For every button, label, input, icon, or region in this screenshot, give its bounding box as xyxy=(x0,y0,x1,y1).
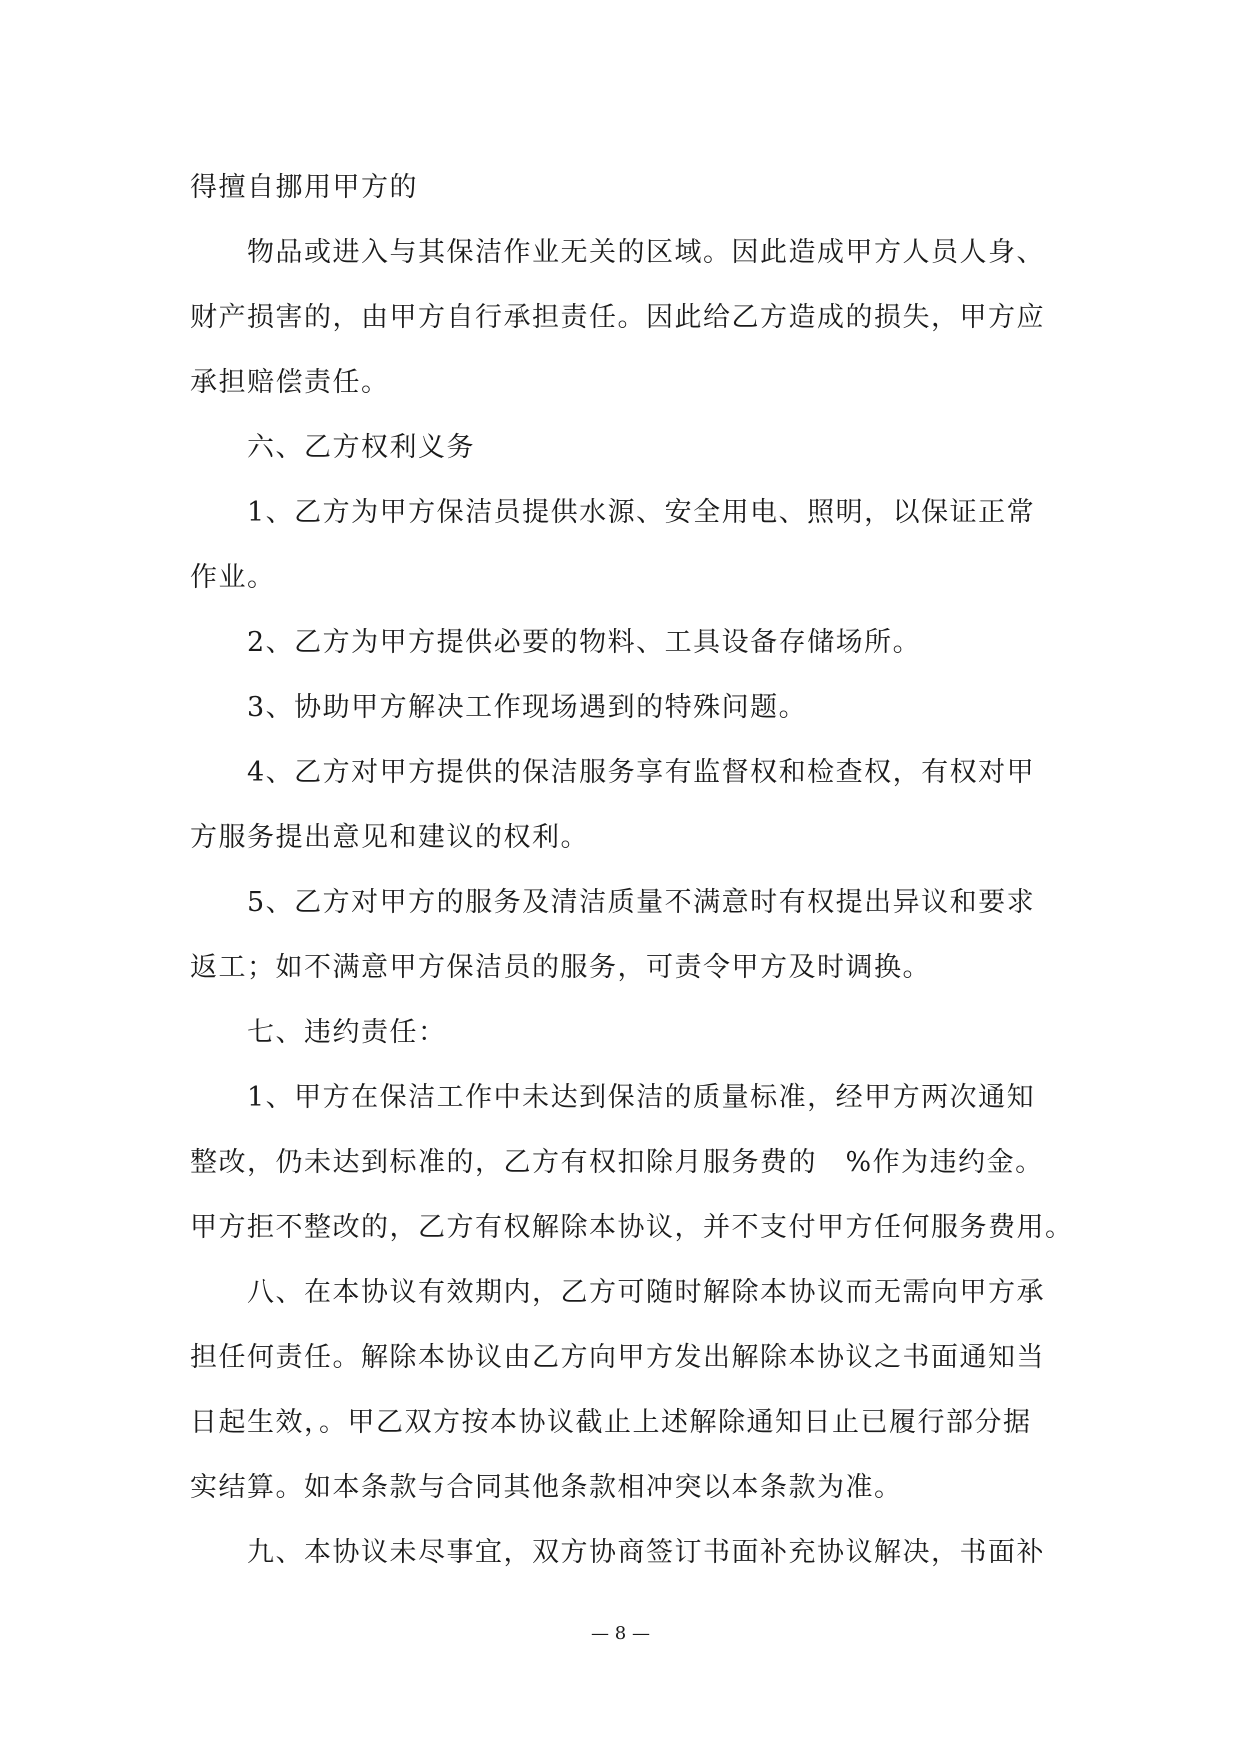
text-line-2: 物品或进入与其保洁作业无关的区域。因此造成甲方人员人身、 xyxy=(247,237,1045,268)
text-line-19: 担任何责任。解除本协议由乙方向甲方发出解除本协议之书面通知当 xyxy=(190,1342,1045,1373)
section-heading-eight: 八、在本协议有效期内，乙方可随时解除本协议而无需向甲方承 xyxy=(247,1277,1045,1308)
body-text xyxy=(190,155,1074,1585)
text-line-3: 财产损害的，由甲方自行承担责任。因此给乙方造成的损失，甲方应 xyxy=(190,302,1045,333)
page-number: — 8 — xyxy=(591,1623,650,1644)
text-line-13: 返工；如不满意甲方保洁员的服务，可责令甲方及时调换。 xyxy=(190,952,931,983)
text-line-20: 日起生效，。甲乙双方按本协议截止上述解除通知日止已履行部分据 xyxy=(190,1407,1032,1438)
text-line-12: 5、乙方对甲方的服务及清洁质量不满意时有权提出异议和要求 xyxy=(247,887,1036,918)
text-line-9: 3、协助甲方解决工作现场遇到的特殊问题。 xyxy=(247,692,808,723)
text-line-21: 实结算。如本条款与合同其他条款相冲突以本条款为准。 xyxy=(190,1472,903,1503)
section-heading-nine: 九、本协议未尽事宜，双方协商签订书面补充协议解决，书面补 xyxy=(247,1537,1045,1568)
text-line-4: 承担赔偿责任。 xyxy=(190,367,390,398)
text-line-1: 得擅自挪用甲方的 xyxy=(190,172,418,203)
text-line-7: 作业。 xyxy=(190,562,276,593)
text-line-15: 1、甲方在保洁工作中未达到保洁的质量标准，经甲方两次通知 xyxy=(247,1082,1036,1113)
section-heading-six: 六、乙方权利义务 xyxy=(247,432,475,463)
section-heading-seven: 七、违约责任： xyxy=(247,1017,447,1048)
text-line-8: 2、乙方为甲方提供必要的物料、工具设备存储场所。 xyxy=(247,627,922,658)
text-line-17: 甲方拒不整改的，乙方有权解除本协议，并不支付甲方任何服务费用。 xyxy=(190,1212,1074,1243)
text-line-10: 4、乙方对甲方提供的保洁服务享有监督权和检查权，有权对甲 xyxy=(247,757,1036,788)
text-line-11: 方服务提出意见和建议的权利。 xyxy=(190,822,589,853)
text-line-6: 1、乙方为甲方保洁员提供水源、安全用电、照明，以保证正常 xyxy=(247,497,1036,528)
text-line-16: 整改，仍未达到标准的，乙方有权扣除月服务费的 %作为违约金。 xyxy=(190,1147,1044,1178)
